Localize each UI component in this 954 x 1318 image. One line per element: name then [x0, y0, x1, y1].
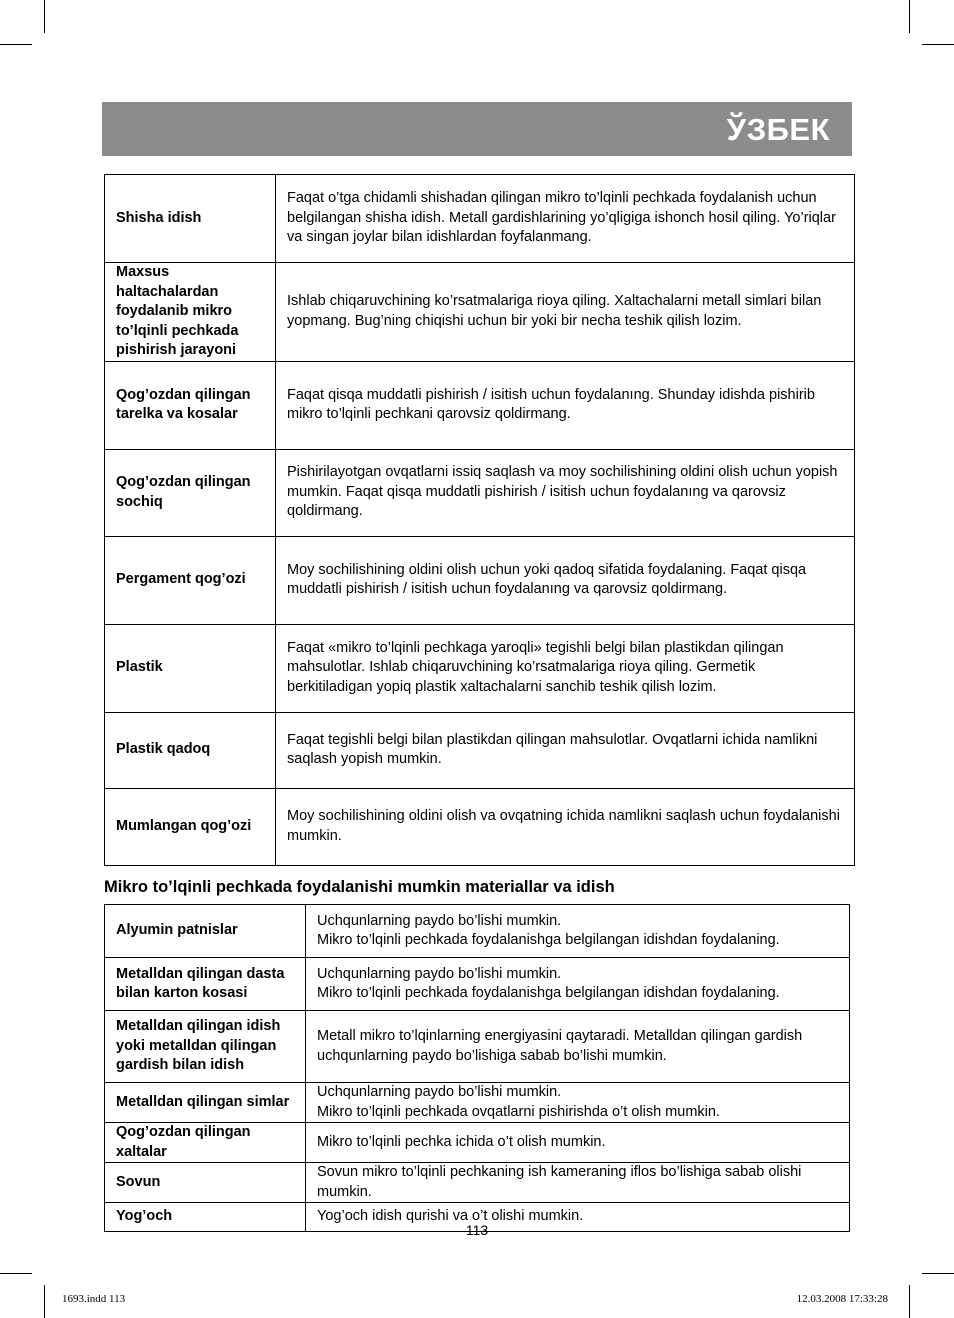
row-label: Sovun: [105, 1163, 306, 1203]
table-row: [105, 624, 855, 712]
page-number: 113: [465, 1222, 489, 1238]
table-row: [105, 449, 855, 536]
row-description: Uchqunlarning paydo bo’lishi mumkin. Mikro to’lqinli pechkada foydalanishga belgilangan idishdan foydalaning.: [306, 958, 850, 1011]
row-description: Uchqunlarning paydo bo’lishi mumkin. Mikro to’lqinli pechkada ovqatlarni pishirishda o’t olish mumkin.: [306, 1083, 850, 1123]
row-description: Pishirilayotgan ovqatlarni issiq saqlash va moy sochilishining oldini olish uchun yopish mumkin. Faqat qisqa muddatli pishirish / isitish uchun foydalanıng va qarovsiz qoldirmang.: [276, 449, 855, 536]
row-label: Alyumin patnislar: [105, 905, 306, 958]
table-row: [105, 712, 855, 788]
row-label: Shisha idish: [105, 175, 276, 263]
crop-mark: [44, 1285, 45, 1318]
row-label: Qog’ozdan qilingan tarelka va kosalar: [105, 361, 276, 449]
crop-mark: [909, 1285, 910, 1318]
table-row: [105, 263, 855, 362]
crop-mark: [909, 0, 910, 33]
table-row: [105, 175, 855, 263]
table-row: [105, 788, 855, 865]
row-description: Yog’och idish qurishi va o’t olishi mumkin.: [306, 1203, 850, 1232]
header-band: [102, 102, 852, 156]
table-row: [105, 536, 855, 624]
page-title: ЎЗБЕК: [726, 112, 830, 147]
row-description: Faqat qisqa muddatli pishirish / isitish uchun foydalanıng. Shunday idishda pishirib mikro to’lqinli pechkani qarovsiz qoldirmang.: [276, 361, 855, 449]
row-description: Moy sochilishining oldini olish uchun yoki qadoq sifatida foydalaning. Faqat qisqa muddatli pishirish / isitish uchun foydalanıng va qarovsiz qoldirmang.: [276, 536, 855, 624]
crop-mark: [922, 44, 954, 45]
row-description: Sovun mikro to’lqinli pechkaning ish kameraning iflos bo’lishiga sabab olishi mumkin.: [306, 1163, 850, 1203]
row-label: Qog’ozdan qilingan xaltalar: [105, 1123, 306, 1163]
row-description: Faqat o’tga chidamli shishadan qilingan mikro to’lqinli pechkada foydalanish uchun belgilangan shisha idish. Metall gardishlarining yo’qligiga ishonch hosil qiling. Yo’riqlar va singan joylar bilan idishlardan foyfalanmang.: [276, 175, 855, 263]
row-description: Mikro to’lqinli pechka ichida o’t olish mumkin.: [306, 1123, 850, 1163]
row-label: Mumlangan qog’ozi: [105, 788, 276, 865]
table-row: [105, 958, 850, 1011]
row-label: Maxsus haltachalardan foydalanib mikro to’lqinli pechkada pishirish jarayoni: [105, 263, 276, 362]
table-row: [105, 1083, 850, 1123]
footer-file-info: 1693.indd 113: [62, 1293, 126, 1305]
row-label: Qog’ozdan qilingan sochiq: [105, 449, 276, 536]
crop-mark: [0, 1273, 32, 1274]
row-label: Plastik qadoq: [105, 712, 276, 788]
table-row: [105, 1123, 850, 1163]
row-label: Pergament qog’ozi: [105, 536, 276, 624]
section-heading: Mikro to’lqinli pechkada foydalanishi mumkin materiallar va idish: [104, 878, 615, 896]
crop-mark: [0, 44, 32, 45]
table-row: [105, 905, 850, 958]
row-description: Faqat tegishli belgi bilan plastikdan qilingan mahsulotlar. Ovqatlarni ichida namlikni saqlash yopish mumkin.: [276, 712, 855, 788]
crop-mark: [922, 1273, 954, 1274]
table-row: [105, 1163, 850, 1203]
row-description: Moy sochilishining oldini olish va ovqatning ichida namlikni saqlash uchun foydalanishi mumkin.: [276, 788, 855, 865]
materials-table-2: [104, 904, 850, 1232]
materials-table: [104, 174, 855, 866]
row-label: Yog’och: [105, 1203, 306, 1232]
row-description: Ishlab chiqaruvchining ko’rsatmalariga rioya qiling. Xaltachalarni metall simlari bilan yopmang. Bug’ning chiqishi uchun bir yoki bir necha teshik qilish lozim.: [276, 263, 855, 362]
table-row: [105, 1011, 850, 1083]
row-label: Plastik: [105, 624, 276, 712]
footer-timestamp: 12.03.2008 17:33:28: [796, 1293, 888, 1305]
row-description: Faqat «mikro to’lqinli pechkaga yaroqli» tegishli belgi bilan plastikdan qilingan mahsulotlar. Ishlab chiqaruvchining ko’rsatmalariga rioya qiling. Germetik berkitiladigan yopiq plastik xaltachalarni sanchib teshik qilish lozim.: [276, 624, 855, 712]
row-label: Metalldan qilingan idish yoki metalldan qilingan gardish bilan idish: [105, 1011, 306, 1083]
crop-mark: [44, 0, 45, 33]
row-description: Metall mikro to’lqinlarning energiyasini qaytaradi. Metalldan qilingan gardish uchqunlarning paydo bo’lishiga sabab bo’lishi mumkin.: [306, 1011, 850, 1083]
row-label: Metalldan qilingan simlar: [105, 1083, 306, 1123]
row-description: Uchqunlarning paydo bo’lishi mumkin. Mikro to’lqinli pechkada foydalanishga belgilangan idishdan foydalaning.: [306, 905, 850, 958]
table-row: [105, 361, 855, 449]
row-label: Metalldan qilingan dasta bilan karton kosasi: [105, 958, 306, 1011]
